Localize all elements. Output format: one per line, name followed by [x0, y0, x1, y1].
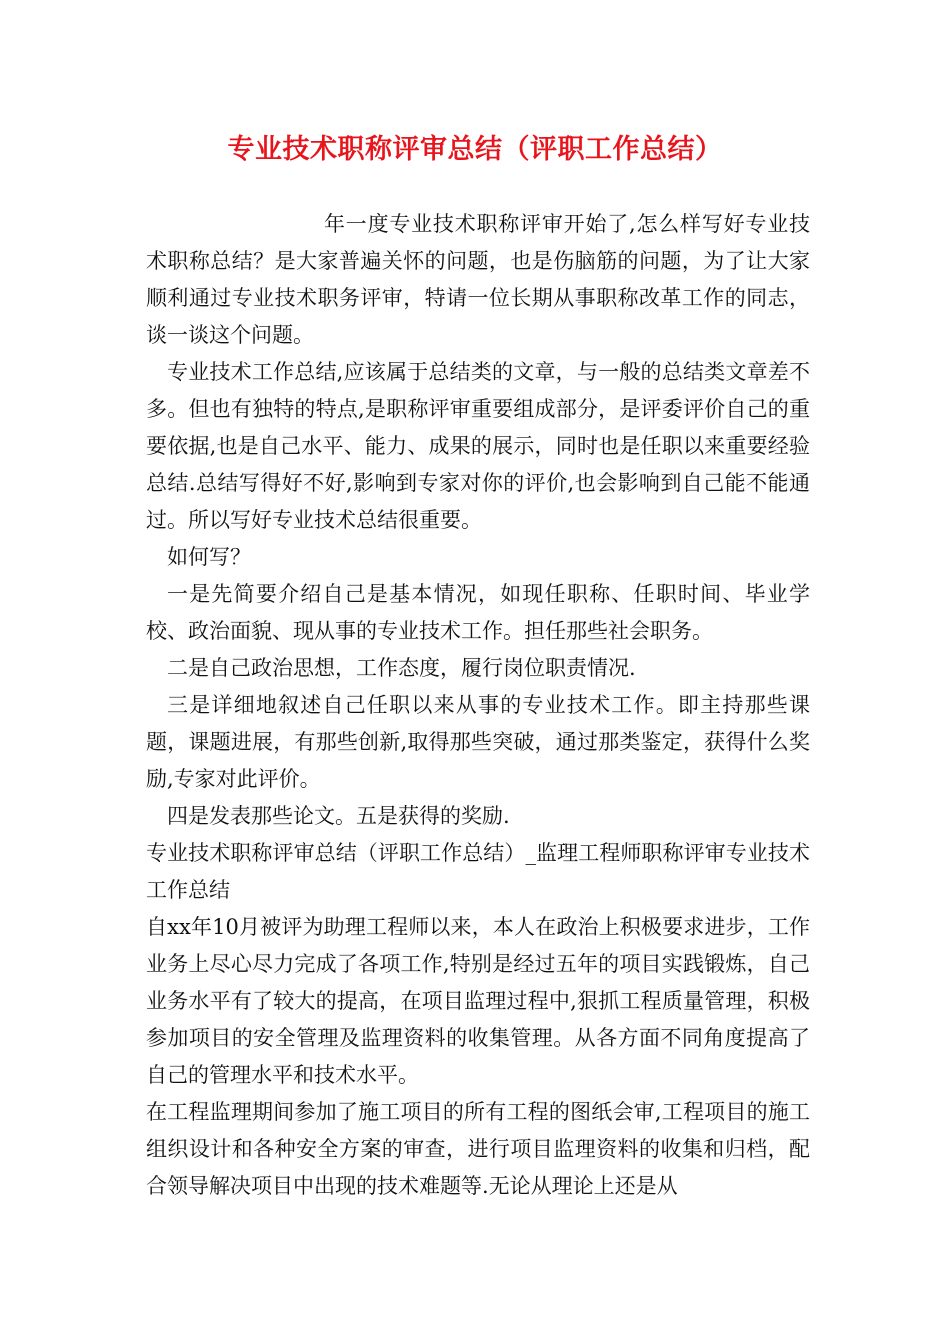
paragraph-how-to-write: 如何写？ [167, 545, 251, 569]
paragraph-supervision: 在工程监理期间参加了施工项目的所有工程的图纸会审,工程项目的施工组织设计和各种安全方案的审查，进行项目监理资料的收集和归档，配合领导解决项目中出现的技术难题等.无论从理论上还是从 [146, 1100, 810, 1198]
paragraph-intro: 年一度专业技术职称评审开始了,怎么样写好专业技术职称总结？是大家普遍关怀的问题，也是伤脑筋的问题，为了让大家顺利通过专业技术职务评审，特请一位长期从事职称改革工作的同志，谈一谈这个问题。 [146, 212, 810, 347]
section-heading: 专业技术职称评审总结（评职工作总结）_监理工程师职称评审专业技术工作总结 [146, 841, 810, 902]
document-title: 专业技术职称评审总结（评职工作总结） [227, 134, 723, 165]
paragraph-career: 自xx年10月被评为助理工程师以来，本人在政治上积极要求进步，工作业务上尽心尽力完成了各项工作,特别是经过五年的项目实践锻炼，自己业务水平有了较大的提高，在项目监理过程中,狠抓工程质量管理，积极参加项目的安全管理及监理资料的收集管理。从各方面不同角度提高了自己的管理水平和技术水平。 [146, 915, 810, 1087]
paragraph-nature: 专业技术工作总结,应该属于总结类的文章，与一般的总结类文章差不多。但也有独特的特点,是职称评审重要组成部分，是评委评价自己的重要依据,也是自己水平、能力、成果的展示，同时也是任职以来重要经验总结.总结写得好不好,影响到专家对你的评价,也会影响到自己能不能通过。所以写好专业技术总结很重要。 [146, 360, 810, 532]
paragraph-point-one: 一是先简要介绍自己是基本情况，如现任职称、任职时间、毕业学校、政治面貌、现从事的专业技术工作。担任那些社会职务。 [146, 582, 810, 643]
document-body [146, 206, 810, 1205]
paragraph-point-four-five: 四是发表那些论文。五是获得的奖励. [167, 804, 510, 828]
paragraph-point-three: 三是详细地叙述自己任职以来从事的专业技术工作。即主持那些课题，课题进展，有那些创新,取得那些突破，通过那类鉴定，获得什么奖励,专家对此评价。 [146, 693, 810, 791]
paragraph-point-two: 二是自己政治思想，工作态度，履行岗位职责情况. [167, 656, 636, 680]
